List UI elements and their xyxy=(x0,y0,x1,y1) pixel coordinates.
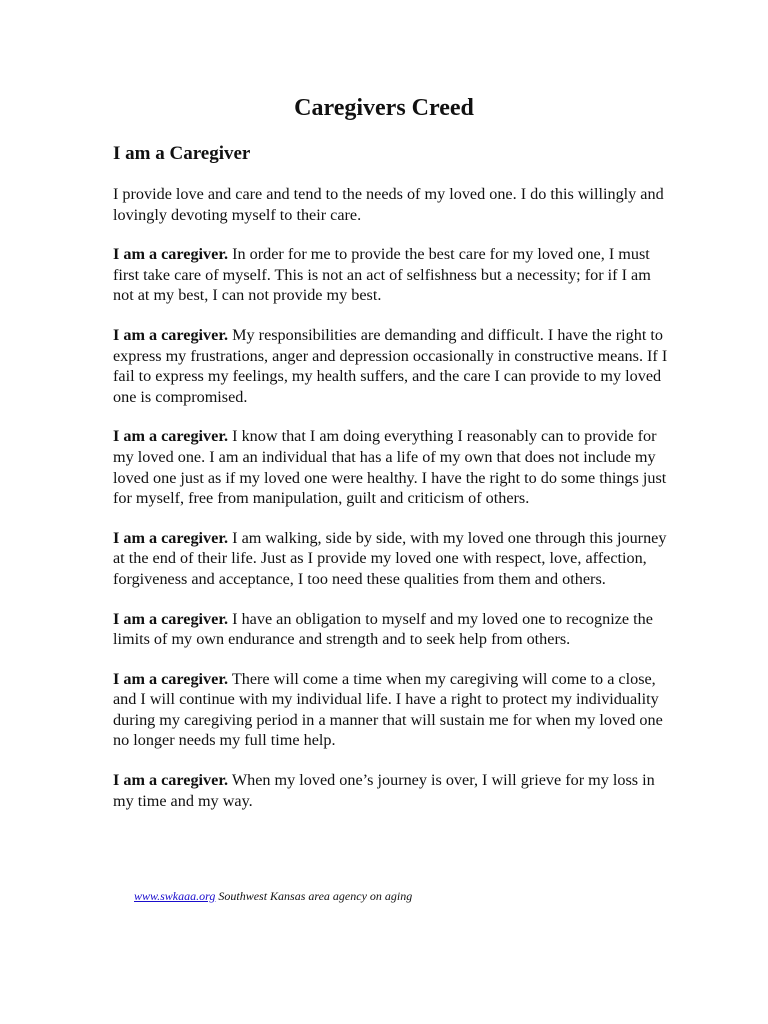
paragraph-lead: I am a caregiver. xyxy=(113,325,229,344)
paragraph-lead: I am a caregiver. xyxy=(113,427,229,446)
section-heading: I am a Caregiver xyxy=(113,143,251,164)
paragraph-text: My responsibilities are demanding and difficult. I have the right to express my frustrations, anger and depression occasionally in constructive means. If I fail to express my feelings, my health suffers, and the care I can provide to my loved one is compromised. xyxy=(113,325,668,406)
paragraph-lead: I am a caregiver. xyxy=(113,245,229,264)
creed-paragraph xyxy=(113,609,673,650)
paragraph-text: There will come a time when my caregiving will come to a close, and I will continue with my individual life. I have a right to protect my individuality during my caregiving period in a manner that will sustain me for when my loved one no longer needs my full time help. xyxy=(113,669,663,750)
paragraph-text: In order for me to provide the best care for my loved one, I must first take care of myself. This is not an act of selfishness but a necessity; for if I am not at my best, I can not provide my best. xyxy=(113,245,651,305)
creed-paragraph xyxy=(113,325,673,407)
footer-credit xyxy=(134,888,412,904)
creed-paragraph xyxy=(113,770,673,811)
paragraph-text: When my loved one’s journey is over, I will grieve for my loss in my time and my way. xyxy=(113,771,655,810)
paragraph-text: I have an obligation to myself and my loved one to recognize the limits of my own endurance and strength and to seek help from others. xyxy=(113,609,653,649)
paragraph-text: I know that I am doing everything I reasonably can to provide for my loved one. I am an individual that has a life of my own that does not include my loved one just as if my loved one were healthy. I have the right to do some things just for myself, free from manipulation, guilt and criticism of others. xyxy=(113,427,667,508)
document-body xyxy=(113,184,673,830)
paragraph-lead: I am a caregiver. xyxy=(113,771,229,790)
footer-text: Southwest Kansas area agency on aging xyxy=(215,889,413,903)
paragraph-lead: I am a caregiver. xyxy=(113,609,229,628)
creed-paragraph xyxy=(113,528,673,590)
creed-paragraph xyxy=(113,669,673,751)
creed-paragraph xyxy=(113,426,673,508)
document-title: Caregivers Creed xyxy=(294,95,474,121)
footer-link[interactable]: www.swkaaa.org xyxy=(134,889,216,903)
paragraph-text: I am walking, side by side, with my loved one through this journey at the end of their life. Just as I provide my loved one with respect, love, affection, forgiveness and acceptance, I too need these qualities from them and others. xyxy=(113,528,667,588)
creed-paragraph xyxy=(113,244,673,306)
paragraph-lead: I am a caregiver. xyxy=(113,528,229,547)
paragraph-lead: I am a caregiver. xyxy=(113,669,229,688)
intro-paragraph: I provide love and care and tend to the needs of my loved one. I do this willingly and lovingly devoting myself to their care. xyxy=(113,185,664,224)
